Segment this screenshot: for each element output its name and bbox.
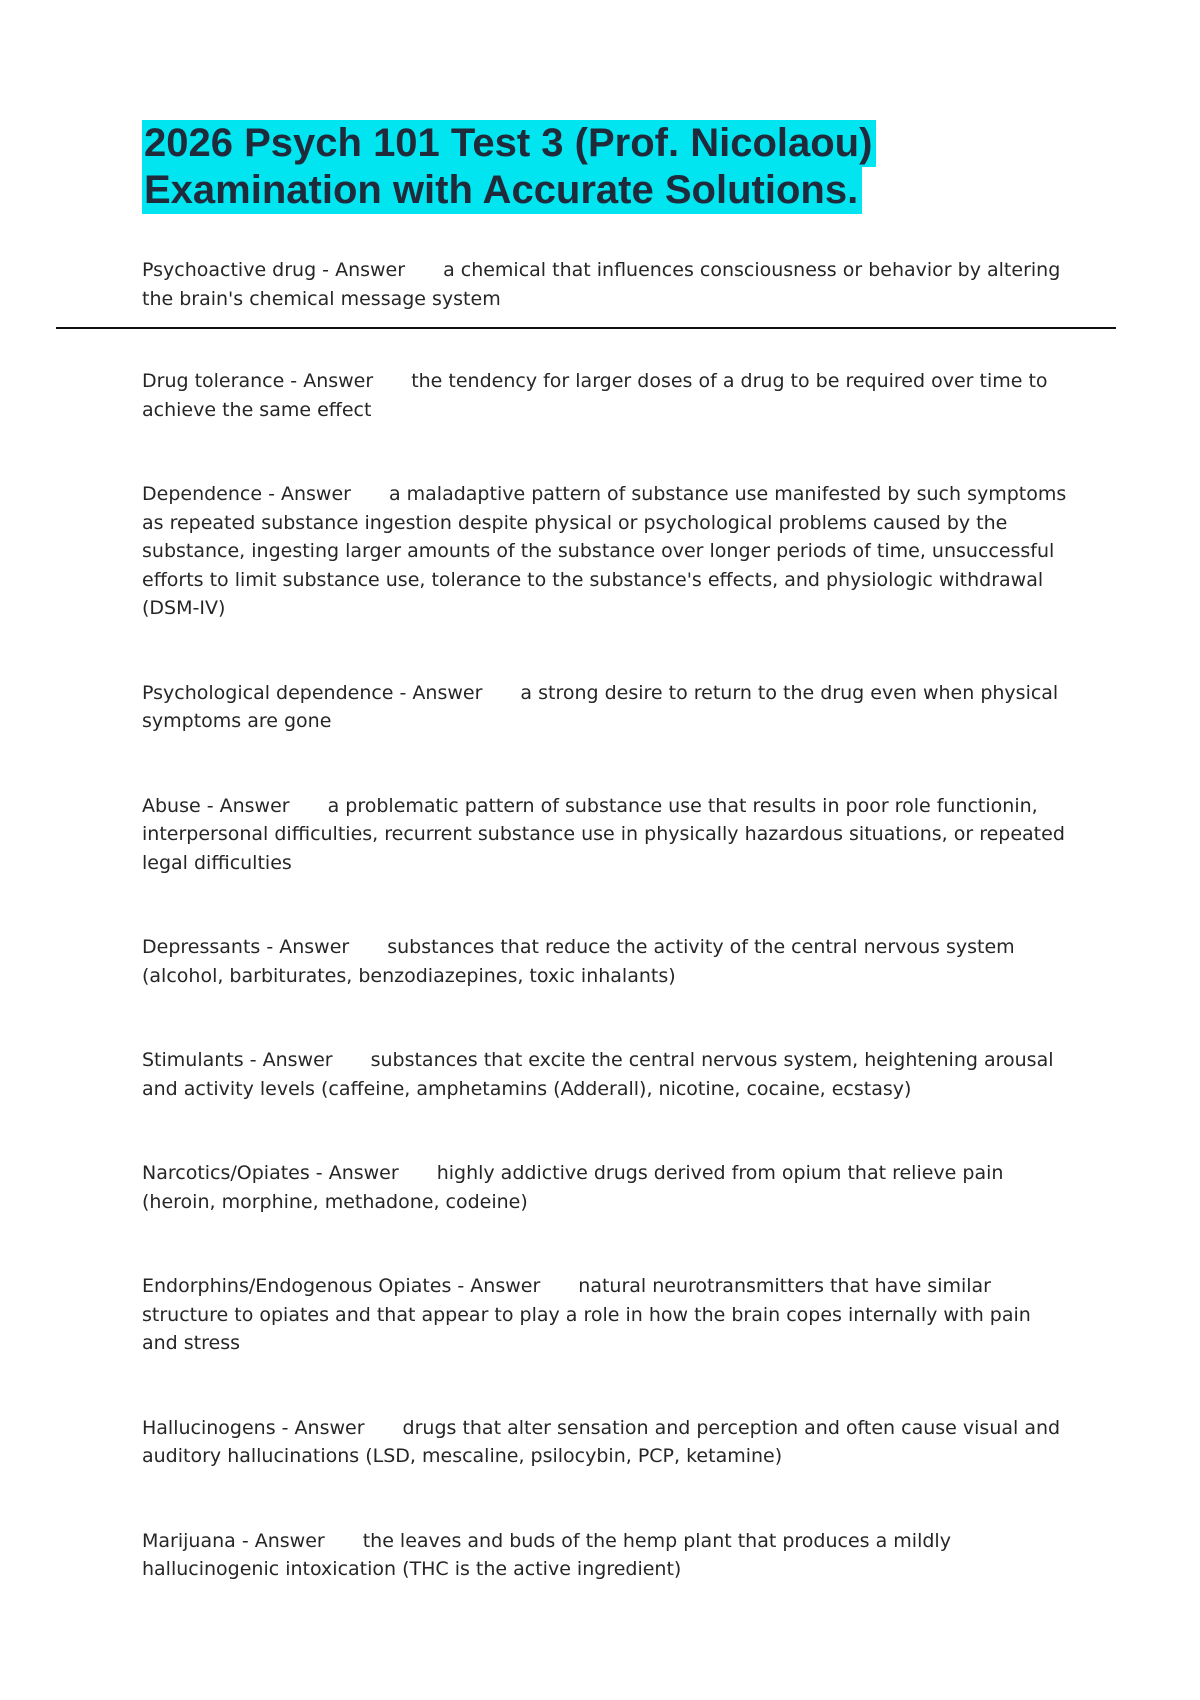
entry-definition: a maladaptive pattern of substance use manifested by such symptoms as repeated substance ingestion despite physical or psychological problems caused by the substance, ingesting larger amounts of the substance over longer periods of time, unsuccessful efforts to limit substance use, tolerance to the substance's effects, and physiologic withdrawal (DSM-IV) xyxy=(142,483,1067,619)
list-item xyxy=(142,256,1072,313)
entry-definition: highly addictive drugs derived from opium that relieve pain (heroin, morphine, methadone, codeine) xyxy=(142,1162,1004,1213)
entry-term: Dependence - Answer xyxy=(142,483,351,505)
flashcard-list xyxy=(142,256,1072,1584)
entry-term: Psychological dependence - Answer xyxy=(142,681,483,704)
list-item xyxy=(142,679,1072,736)
entry-definition: substances that excite the central nervous system, heightening arousal and activity levels (caffeine, amphetamins (Adderall), nicotine, cocaine, ecstasy) xyxy=(142,1049,1054,1100)
list-item xyxy=(142,1414,1072,1471)
entry-term: Narcotics/Opiates - Answer xyxy=(142,1162,399,1184)
entry-term: Drug tolerance - Answer xyxy=(142,370,374,392)
list-item xyxy=(142,1527,1072,1584)
entry-definition: a problematic pattern of substance use that results in poor role functionin, interpersonal difficulties, recurrent substance use in physically hazardous situations, or repeated legal difficulties xyxy=(142,794,1065,874)
entry-term: Hallucinogens - Answer xyxy=(142,1416,365,1439)
entry-definition: the leaves and buds of the hemp plant that produces a mildly hallucinogenic intoxication (THC is the active ingredient) xyxy=(142,1529,951,1580)
entry-term: Depressants - Answer xyxy=(142,936,350,958)
entry-definition: substances that reduce the activity of the central nervous system (alcohol, barbiturates, benzodiazepines, toxic inhalants) xyxy=(142,936,1015,987)
list-item xyxy=(142,933,1072,990)
list-item xyxy=(142,367,1072,424)
list-item xyxy=(142,1272,1072,1358)
page-title xyxy=(142,120,1042,214)
entry-term: Abuse - Answer xyxy=(142,794,290,817)
title-line-2: Examination with Accurate Solutions. xyxy=(142,167,862,214)
entry-term: Marijuana - Answer xyxy=(142,1529,325,1552)
list-item xyxy=(142,480,1072,623)
entry-definition: the tendency for larger doses of a drug to be required over time to achieve the same effect xyxy=(142,370,1048,421)
entry-definition: drugs that alter sensation and perception and often cause visual and auditory hallucinations (LSD, mescaline, psilocybin, PCP, ketamine) xyxy=(142,1416,1061,1467)
entry-definition: a strong desire to return to the drug even when physical symptoms are gone xyxy=(142,681,1059,732)
title-line-1: 2026 Psych 101 Test 3 (Prof. Nicolaou) xyxy=(142,120,876,167)
list-item xyxy=(142,1046,1072,1103)
entry-definition: natural neurotransmitters that have similar structure to opiates and that appear to play a role in how the brain copes internally with pain and stress xyxy=(142,1275,1031,1354)
list-item xyxy=(142,1159,1072,1216)
entry-term: Endorphins/Endogenous Opiates - Answer xyxy=(142,1275,541,1297)
entry-term: Psychoactive drug - Answer xyxy=(142,259,406,281)
list-item xyxy=(142,792,1072,878)
entry-definition: a chemical that influences consciousness or behavior by altering the brain's chemical message system xyxy=(142,259,1061,310)
entry-term: Stimulants - Answer xyxy=(142,1049,333,1071)
